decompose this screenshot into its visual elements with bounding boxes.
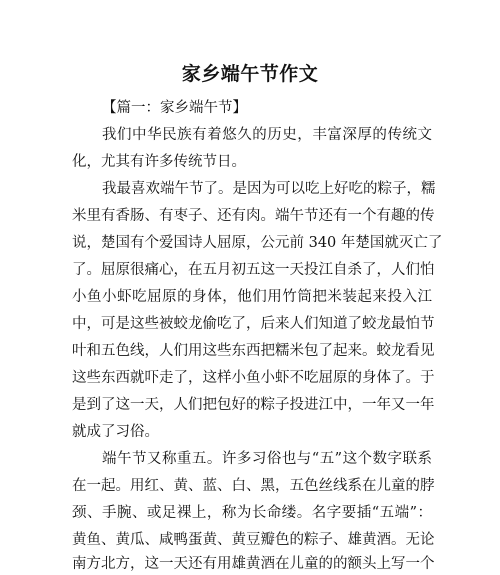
paragraph-3-line-4: 黄鱼、黄瓜、咸鸭蛋黄、黄豆瓣色的粽子、雄黄酒。无论: [72, 532, 435, 548]
paragraph-3-line-1: 端午节又称重五。许多习俗也与“五”这个数字联系: [102, 451, 432, 467]
paragraph-2-line-9: 是到了这一天，人们把包好的粽子投进江中，一年又一年: [72, 397, 435, 413]
paragraph-1-line-2: 化，尤其有许多传统节日。: [72, 154, 246, 170]
paragraph-2-line-5: 小鱼小虾吃屈原的身体，他们用竹筒把米装起来投入江: [72, 289, 432, 305]
paragraph-2-line-3: 说，楚国有个爱国诗人屈原，公元前 340 年楚国就灭亡了: [72, 235, 443, 251]
document-title: 家乡端午节作文: [181, 63, 319, 85]
paragraph-3-line-2: 在一起。用红、黄、蓝、白、黑，五色丝线系在儿童的脖: [72, 478, 435, 494]
paragraph-2-line-6: 中，可是这些被蛟龙偷吃了，后来人们知道了蛟龙最怕节: [72, 316, 435, 332]
paragraph-2-line-1: 我最喜欢端午节了。是因为可以吃上好吃的粽子，糯: [102, 181, 436, 197]
paragraph-3-line-5: 南方北方，这一天还有用雄黄酒在儿童的的额头上写一个: [72, 556, 435, 572]
paragraph-2-line-2: 米里有香肠、有枣子、还有肉。端午节还有一个有趣的传: [72, 208, 435, 224]
paragraph-2-line-7: 叶和五色线，人们用这些东西把糯米包了起来。蛟龙看见: [72, 343, 435, 359]
paragraph-2-line-10: 就成了习俗。: [72, 424, 159, 440]
paragraph-1-line-1: 我们中华民族有着悠久的历史，丰富深厚的传统文: [102, 127, 432, 143]
paragraph-2-line-4: 了。屈原很痛心，在五月初五这一天投江自杀了，人们怕: [72, 262, 435, 278]
paragraph-3-line-3: 颈、手腕、或足裸上，称为长命缕。名字要插“五端”：: [72, 505, 432, 521]
paragraph-2-line-8: 这些东西就吓走了，这样小鱼小虾不吃屈原的身体了。于: [72, 370, 435, 386]
section-heading: 【篇一：家乡端午节】: [102, 100, 247, 116]
